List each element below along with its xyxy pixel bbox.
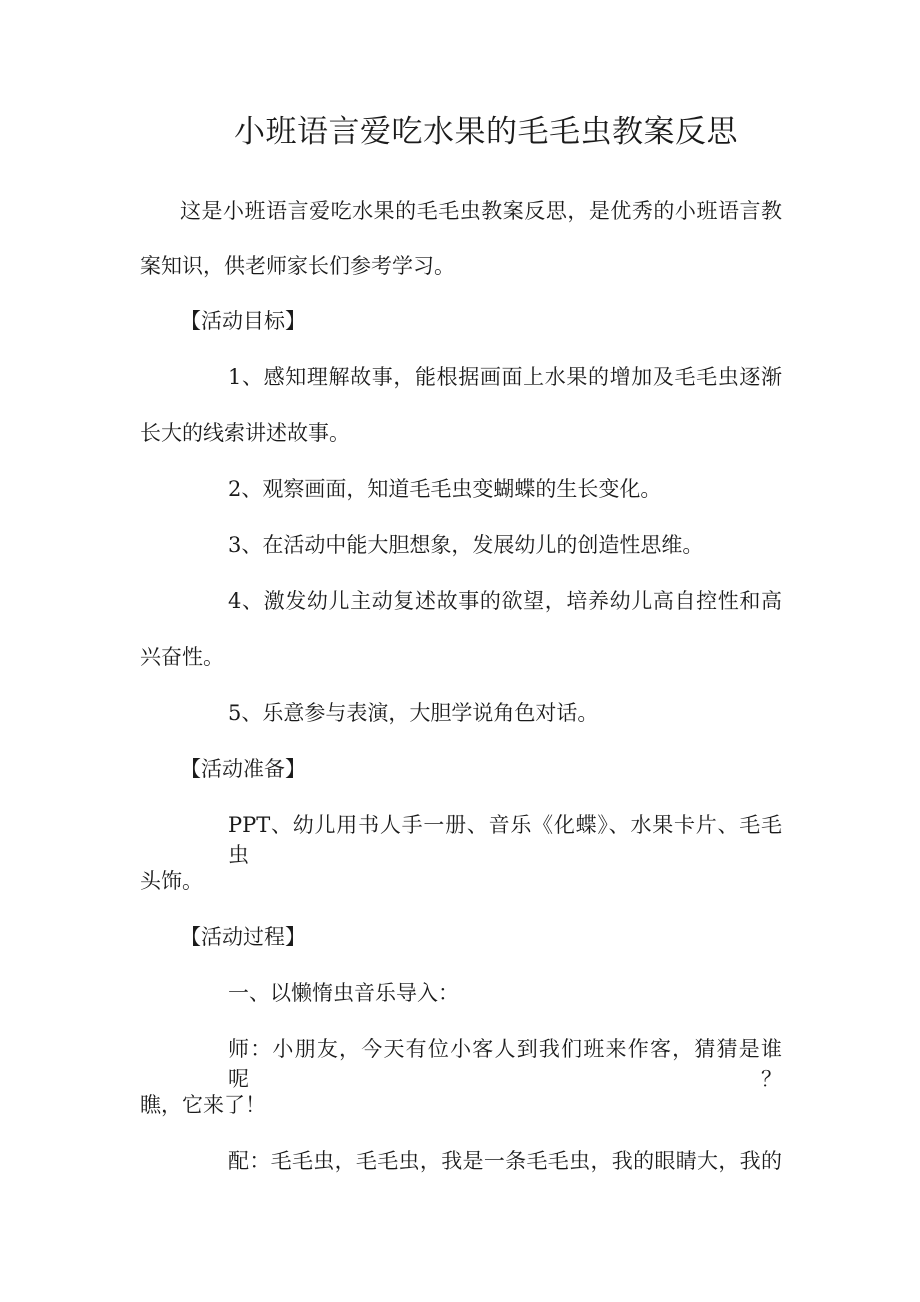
section-heading-process: 【活动过程】 [180,925,306,949]
goal-3: 3、在活动中能大胆想象，发展幼儿的创造性思维。 [228,533,704,557]
goal-1-line-1: 1、感知理解故事，能根据画面上水果的增加及毛毛虫逐渐 [228,365,782,389]
goal-2: 2、观察画面，知道毛毛虫变蝴蝶的生长变化。 [228,477,662,501]
intro-line-2: 案知识，供老师家长们参考学习。 [140,254,455,278]
teacher-line-1: 师：小朋友，今天有位小客人到我们班来作客，猜猜是谁呢？ [228,1037,782,1091]
goal-4-line-2: 兴奋性。 [140,645,224,669]
goal-5: 5、乐意参与表演，大胆学说角色对话。 [228,701,599,725]
process-step-1: 一、以懒惰虫音乐导入： [228,981,459,1005]
teacher-line-2: 瞧，它来了！ [140,1093,266,1117]
document-title: 小班语言爱吃水果的毛毛虫教案反思 [234,114,738,150]
goal-4-line-1: 4、激发幼儿主动复述故事的欲望，培养幼儿高自控性和高 [228,589,782,613]
preparation-line-1: PPT、幼儿用书人手一册、音乐《化蝶》、水果卡片、毛毛虫 [228,813,782,867]
song-line-1: 配：毛毛虫，毛毛虫，我是一条毛毛虫，我的眼睛大，我的 [228,1149,782,1173]
section-heading-goals: 【活动目标】 [180,309,306,333]
goal-1-line-2: 长大的线索讲述故事。 [140,421,350,445]
preparation-line-2: 头饰。 [140,869,203,893]
section-heading-preparation: 【活动准备】 [180,757,306,781]
intro-line-1: 这是小班语言爱吃水果的毛毛虫教案反思，是优秀的小班语言教 [180,199,782,223]
